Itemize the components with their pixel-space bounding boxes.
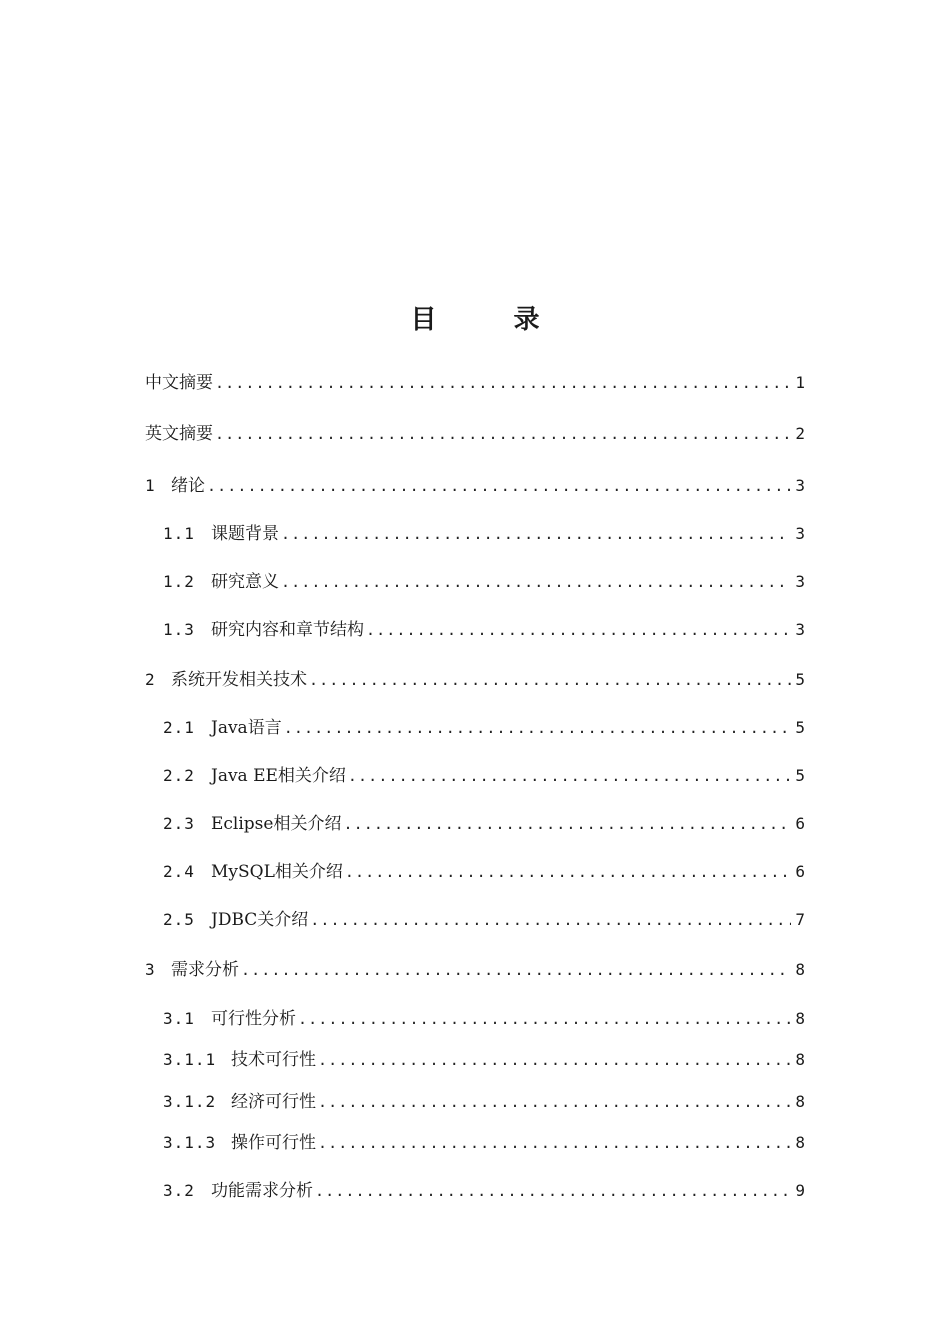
toc-entry-page: 5 <box>795 766 805 785</box>
toc-entry-label: Eclipse相关介绍 <box>211 814 342 834</box>
toc-entry[interactable] <box>163 1090 805 1114</box>
toc-entry-number: 2.3 <box>163 814 195 833</box>
toc-entry[interactable] <box>163 716 805 740</box>
toc-leader-dots <box>215 371 791 395</box>
toc-entry-number: 3.1.2 <box>163 1092 217 1111</box>
toc-entry-page: 8 <box>795 1009 805 1028</box>
toc-entry-page: 8 <box>795 960 805 979</box>
toc-leader-dots <box>348 764 791 788</box>
toc-entry-page: 9 <box>795 1181 805 1200</box>
toc-entry-number: 3.1.3 <box>163 1133 217 1152</box>
toc-entry[interactable] <box>163 1007 805 1031</box>
toc-leader-dots <box>318 1048 791 1072</box>
toc-entry[interactable] <box>145 422 805 446</box>
toc-entry-label: 绪论 <box>171 476 205 496</box>
toc-leader-dots <box>241 958 791 982</box>
toc-leader-dots <box>345 860 791 884</box>
toc-entry-label: Java语言 <box>211 718 282 738</box>
toc-entry-label: 操作可行性 <box>231 1133 316 1153</box>
toc-entry-label: 研究意义 <box>211 572 279 592</box>
toc-entry-label: 经济可行性 <box>231 1092 316 1112</box>
toc-entry-number: 2.2 <box>163 766 195 785</box>
toc-leader-dots <box>207 474 791 498</box>
toc-leader-dots <box>315 1179 791 1203</box>
toc-entry-number: 1.2 <box>163 572 195 591</box>
toc-entry-page: 3 <box>795 572 805 591</box>
toc-leader-dots <box>310 908 791 932</box>
toc-leader-dots <box>318 1090 791 1114</box>
toc-entry-page: 8 <box>795 1133 805 1152</box>
toc-entry-number: 2.1 <box>163 718 195 737</box>
toc-entry-label: 功能需求分析 <box>211 1181 313 1201</box>
toc-entry-page: 3 <box>795 524 805 543</box>
toc-entry-number: 3.2 <box>163 1181 195 1200</box>
toc-leader-dots <box>281 570 791 594</box>
toc-leader-dots <box>284 716 791 740</box>
toc-entry[interactable] <box>163 1048 805 1072</box>
toc-entry-page: 3 <box>795 620 805 639</box>
toc-entry[interactable] <box>145 958 805 982</box>
toc-entry-number: 1 <box>145 476 156 495</box>
toc-entry-number: 2 <box>145 670 156 689</box>
toc-leader-dots <box>366 618 791 642</box>
toc-entry-label: 可行性分析 <box>211 1009 296 1029</box>
toc-entry[interactable] <box>163 618 805 642</box>
toc-entry-number: 2.5 <box>163 910 195 929</box>
toc-entry[interactable] <box>163 860 805 884</box>
toc-entry[interactable] <box>145 474 805 498</box>
toc-leader-dots <box>343 812 791 836</box>
toc-leader-dots <box>298 1007 791 1031</box>
toc-entry-label: 系统开发相关技术 <box>171 670 307 690</box>
toc-entry-number: 1.1 <box>163 524 195 543</box>
toc-entry-number: 1.3 <box>163 620 195 639</box>
toc-entry-label: Java EE相关介绍 <box>211 766 346 786</box>
toc-entry[interactable] <box>145 371 805 395</box>
toc-entry-label: 技术可行性 <box>231 1050 316 1070</box>
toc-entry-label: 中文摘要 <box>145 373 213 393</box>
toc-leader-dots <box>281 522 791 546</box>
toc-entry-page: 6 <box>795 814 805 833</box>
toc-entry-label: 英文摘要 <box>145 424 213 444</box>
page-title: 目 录 <box>410 305 574 335</box>
toc-entry-number: 3.1 <box>163 1009 195 1028</box>
toc-entry[interactable] <box>163 570 805 594</box>
toc-entry-page: 5 <box>795 718 805 737</box>
toc-entry-number: 3 <box>145 960 156 979</box>
toc-entry-number: 3.1.1 <box>163 1050 217 1069</box>
toc-entry[interactable] <box>163 1179 805 1203</box>
toc-entry-label: 需求分析 <box>171 960 239 980</box>
toc-entry[interactable] <box>163 764 805 788</box>
toc-leader-dots <box>309 668 791 692</box>
toc-entry-page: 1 <box>795 373 805 392</box>
toc-entry[interactable] <box>163 522 805 546</box>
toc-entry-page: 5 <box>795 670 805 689</box>
toc-entry-label: 研究内容和章节结构 <box>211 620 364 640</box>
toc-entry[interactable] <box>163 908 805 932</box>
toc-entry[interactable] <box>145 668 805 692</box>
toc-entry-label: 课题背景 <box>211 524 279 544</box>
toc-entry-label: JDBC关介绍 <box>211 910 309 930</box>
toc-entry-page: 8 <box>795 1050 805 1069</box>
toc-entry[interactable] <box>163 812 805 836</box>
toc-entry-label: MySQL相关介绍 <box>211 862 343 882</box>
toc-leader-dots <box>318 1131 791 1155</box>
toc-entry-number: 2.4 <box>163 862 195 881</box>
toc-leader-dots <box>215 422 791 446</box>
toc-entry-page: 7 <box>795 910 805 929</box>
toc-entry-page: 3 <box>795 476 805 495</box>
toc-entry-page: 6 <box>795 862 805 881</box>
toc-entry[interactable] <box>163 1131 805 1155</box>
toc-entry-page: 2 <box>795 424 805 443</box>
toc-entry-page: 8 <box>795 1092 805 1111</box>
